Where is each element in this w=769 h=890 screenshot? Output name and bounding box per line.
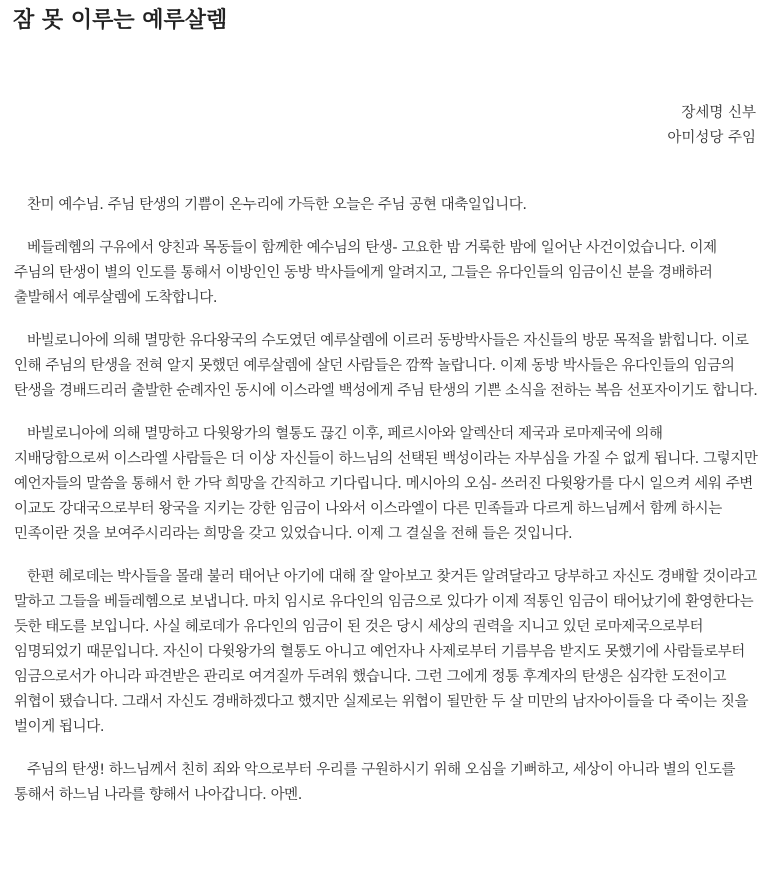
paragraph: 주님의 탄생! 하느님께서 친히 죄와 악으로부터 우리를 구원하시기 위해 오심을 기뻐하고, 세상이 아니라 별의 인도를 통해서 하느님 나라를 향해서 나아갑니다. 아멘.: [14, 762, 736, 803]
paragraph: 바빌로니아에 의해 멸망하고 다윗왕가의 혈통도 끊긴 이후, 페르시아와 알렉산더 제국과 로마제국에 의해 지배당함으로써 이스라엘 사람들은 더 이상 자신들이 하느님의 선택된 백성이라는 자부심을 가질 수 없게 됩니다. 그렇지만 예언자들의 말씀을 통해서 한 가닥 희망을 간직하고 기다립니다. 메시아의 오심- 쓰러진 다윗왕가를 다시 일으켜 세워 주변 이교도 강대국으로부터 왕국을 지키는 강한 임금이 나와서 이스라엘이 다른 민족들과 다르게 하느님께서 함께 하시는 민족이란 것을 보여주시리라는 희망을 갖고 있었습니다. 이제 그 결실을 전해 들은 것입니다.: [14, 426, 758, 542]
paragraph: 찬미 예수님. 주님 탄생의 기쁨이 온누리에 가득한 오늘은 주님 공현 대축일입니다.: [27, 197, 527, 213]
author-name: 장세명 신부: [681, 105, 756, 121]
paragraph: 한편 헤로데는 박사들을 몰래 불러 태어난 아기에 대해 잘 알아보고 찾거든 알려달라고 당부하고 자신도 경배할 것이라고 말하고 그들을 베들레헴으로 보냅니다. 마치 임시로 유다인의 임금으로 있다가 이제 적통인 임금이 태어났기에 환영한다는 듯한 태도를 보입니다. 사실 헤로데가 유다인의 임금이 된 것은 당시 세상의 권력을 지니고 있던 로마제국으로부터 임명되었기 때문입니다. 자신이 다윗왕가의 혈통도 아니고 예언자나 사제로부터 기름부음 받지도 못했기에 사람들로부터 임금으로서가 아니라 파견받은 관리로 여겨질까 두려워 했습니다. 그런 그에게 정통 후계자의 탄생은 심각한 도전이고 위협이 됐습니다. 그래서 자신도 경배하겠다고 했지만 실제로는 위협이 될만한 두 살 미만의 남자아이들을 다 죽이는 짓을 벌이게 됩니다.: [14, 569, 757, 735]
paragraph: 바빌로니아에 의해 멸망한 유다왕국의 수도였던 예루살렘에 이르러 동방박사들은 자신들의 방문 목적을 밝힙니다. 이로 인해 주님의 탄생을 전혀 알지 못했던 예루살렘에 살던 사람들은 깜짝 놀랍니다. 이제 동방 박사들은 유다인들의 임금의 탄생을 경배드리러 출발한 순례자인 동시에 이스라엘 백성에게 주님 탄생의 기쁜 소식을 전하는 복음 선포자이기도 합니다.: [14, 333, 758, 399]
paragraph: 베들레헴의 구유에서 양친과 목동들이 함께한 예수님의 탄생- 고요한 밤 거룩한 밤에 일어난 사건이었습니다. 이제 주님의 탄생이 별의 인도를 통해서 이방인인 동방 박사들에게 알려지고, 그들은 유다인들의 임금이신 분을 경배하러 출발해서 예루살렘에 도착합니다.: [14, 240, 717, 306]
author-byline: [667, 101, 756, 151]
author-affiliation: 아미성당 주임: [667, 130, 756, 146]
article-title: 잠 못 이루는 예루살렘: [13, 8, 228, 33]
article-body: [14, 193, 759, 826]
